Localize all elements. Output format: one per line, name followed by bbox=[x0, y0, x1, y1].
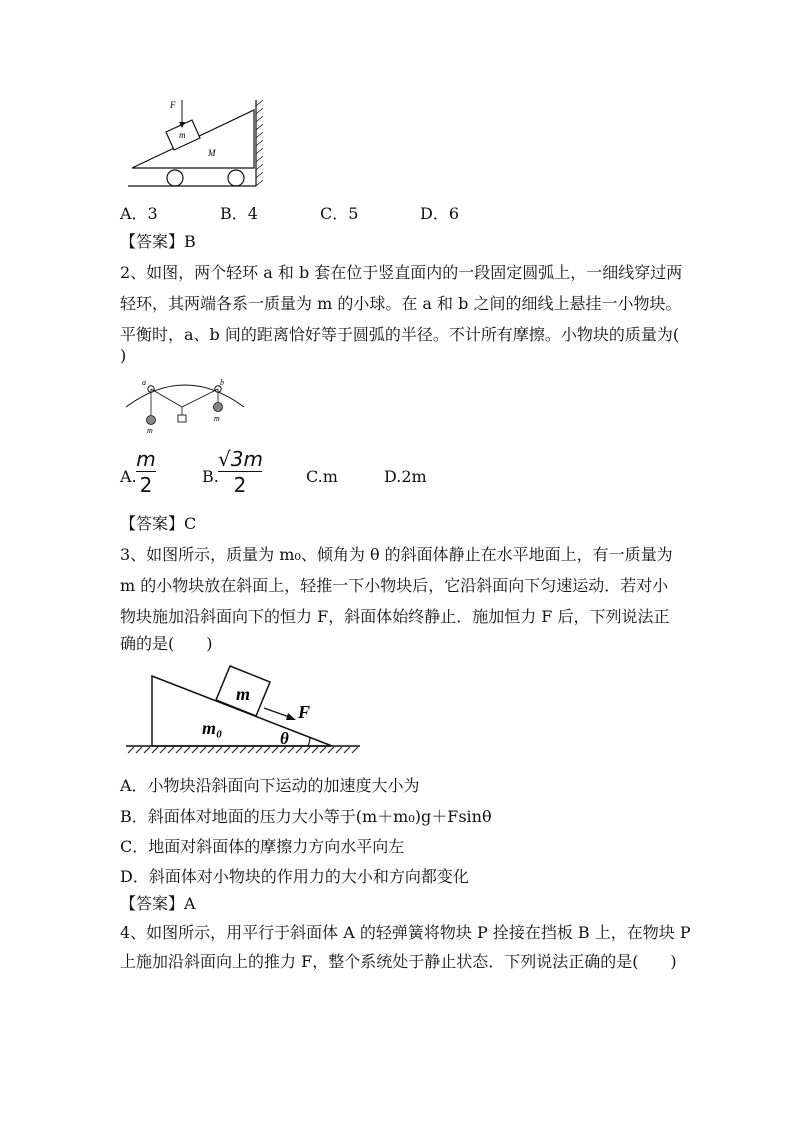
q2-option-a-num: m bbox=[136, 447, 156, 471]
q2-option-c: C.m bbox=[306, 467, 338, 486]
q3-line-2: m 的小物块放在斜面上，轻推一下小物块后，它沿斜面向下匀速运动．若对小 bbox=[120, 576, 669, 595]
q3-option-b: B．斜面体对地面的压力大小等于(m＋m₀)g＋Fsinθ bbox=[120, 807, 492, 826]
q3-line-1: 3、如图所示，质量为 m₀、倾角为 θ 的斜面体静止在水平地面上，有一质量为 bbox=[120, 545, 673, 564]
q3-label-theta: θ bbox=[280, 729, 289, 748]
q2-answer: 【答案】C bbox=[120, 514, 197, 533]
q4-line-2: 上施加沿斜面向上的推力 F，整个系统处于静止状态．下列说法正确的是( ) bbox=[120, 952, 677, 971]
q3-line-4: 确的是( ) bbox=[120, 634, 213, 653]
q1-label-F: F bbox=[170, 100, 176, 110]
q3-figure bbox=[124, 660, 364, 760]
q2-label-b: b bbox=[220, 378, 224, 387]
q2-option-a-bar bbox=[136, 471, 156, 472]
q2-option-a-fraction bbox=[136, 448, 156, 496]
q3-answer: 【答案】A bbox=[120, 894, 196, 913]
q2-label-m-left: m bbox=[147, 426, 153, 435]
q3-option-a: A．小物块沿斜面向下运动的加速度大小为 bbox=[120, 776, 420, 795]
q2-line-3: 平衡时，a、b 间的距离恰好等于圆弧的半径。不计所有摩擦。小物块的质量为( bbox=[120, 325, 680, 344]
q1-answer: 【答案】B bbox=[120, 232, 196, 251]
q4-line-1: 4、如图所示，用平行于斜面体 A 的轻弹簧将物块 P 拴接在挡板 B 上，在物块 P bbox=[120, 923, 691, 942]
q1-option-c: C．5 bbox=[320, 204, 359, 223]
q2-line-4: ) bbox=[120, 346, 127, 365]
q2-label-a: a bbox=[142, 378, 146, 387]
q3-line-3: 物块施加沿斜面向下的恒力 F，斜面体始终静止．施加恒力 F 后，下列说法正 bbox=[120, 607, 670, 626]
q1-option-a: A．3 bbox=[120, 204, 158, 223]
q1-label-m: m bbox=[179, 130, 186, 140]
q3-option-c: C．地面对斜面体的摩擦力方向水平向左 bbox=[120, 837, 405, 856]
q2-option-b-fraction bbox=[218, 448, 262, 496]
q2-option-d: D.2m bbox=[384, 467, 427, 486]
q2-option-b-den: 2 bbox=[233, 473, 247, 497]
q2-option-a-prefix: A. bbox=[120, 467, 137, 486]
q1-option-b: B．4 bbox=[220, 204, 258, 223]
q3-option-d: D．斜面体对小物块的作用力的大小和方向都变化 bbox=[120, 867, 469, 886]
q1-option-d: D．6 bbox=[420, 204, 460, 223]
q2-option-b-num: √3m bbox=[218, 447, 263, 471]
q3-label-m: m bbox=[236, 684, 251, 704]
q3-label-m0: m₀ bbox=[202, 718, 223, 738]
q2-line-1: 2、如图，两个轻环 a 和 b 套在位于竖直面内的一段固定圆弧上，一细线穿过两 bbox=[120, 263, 683, 282]
q1-label-M: M bbox=[208, 148, 216, 158]
q3-label-F: F bbox=[298, 702, 311, 722]
q2-line-2: 轻环，其两端各系一质量为 m 的小球。在 a 和 b 之间的细线上悬挂一小物块。 bbox=[120, 294, 682, 313]
q2-option-a-den: 2 bbox=[139, 473, 153, 497]
q2-figure bbox=[122, 375, 248, 437]
q2-option-b-bar bbox=[218, 471, 262, 472]
q1-figure bbox=[120, 92, 270, 192]
q2-option-b-prefix: B. bbox=[202, 467, 219, 486]
q2-label-m-right: m bbox=[214, 414, 220, 423]
